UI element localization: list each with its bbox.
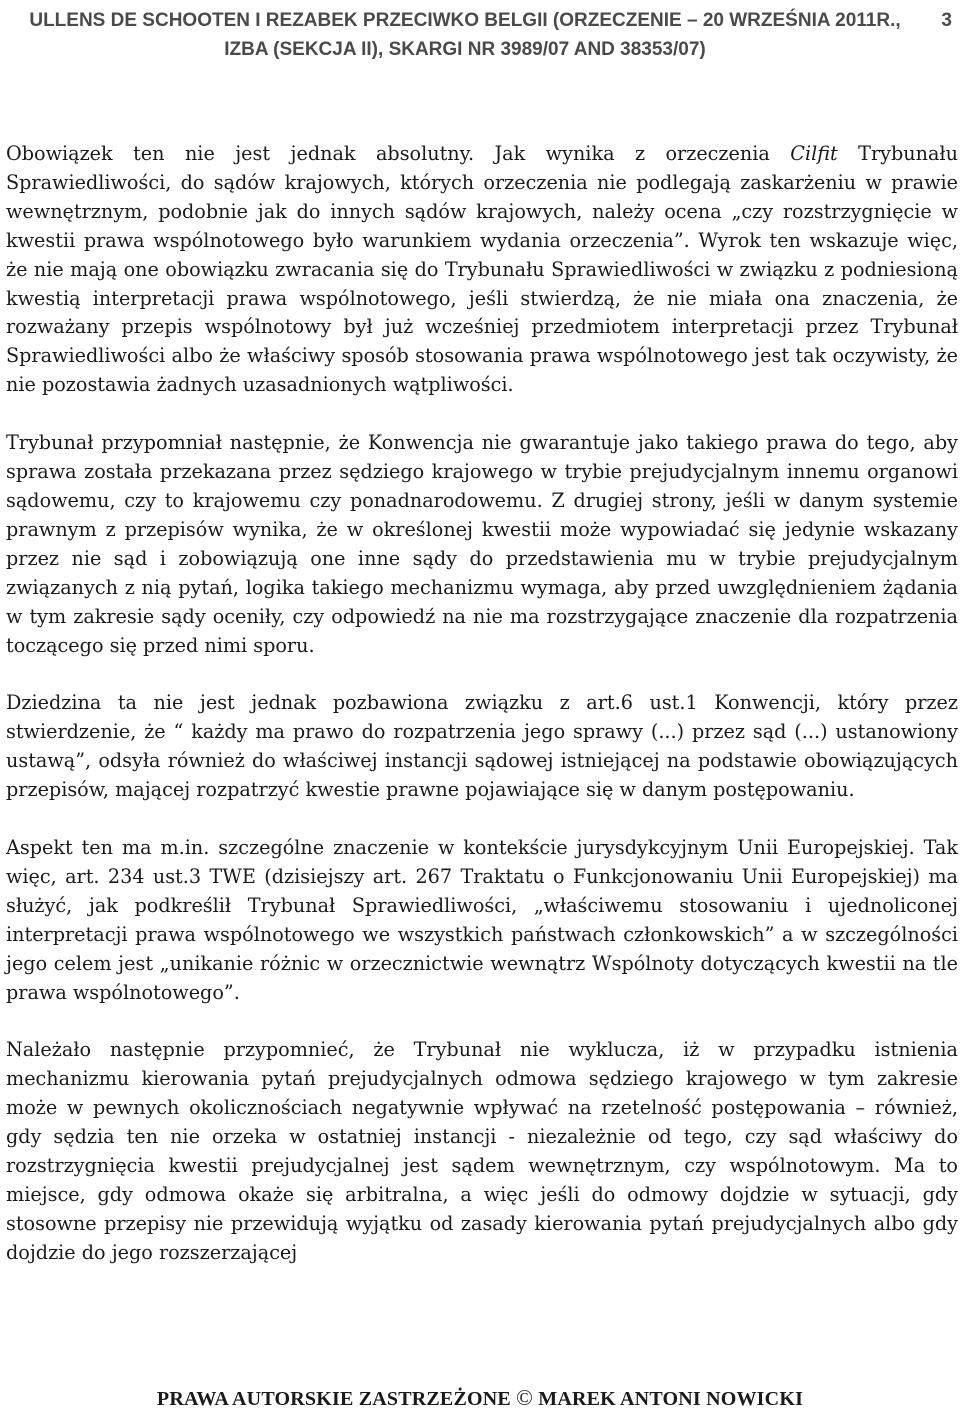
paragraph-5: Należało następnie przypomnieć, że Trybunał nie wyklucza, iż w przypadku istnienia mechanizmu kierowania pytań prejudycjalnych odmowa sędziego krajowego w tym zakresie może w pewnych okolicznościach negatywnie wpływać na rzetelność postępowania – również, gdy sędzia ten nie orzeka w ostatniej instancji - niezależnie od tego, czy sąd właściwy do rozstrzygnięcia kwestii prejudycjalnej jest sądem wewnętrznym, czy wspólnotowym. Ma to miejsce, gdy odmowa okaże się arbitralna, a więc jeśli do odmowy dojdzie w sytuacji, gdy stosowne przepisy nie przewidują wyjątku od zasady kierowania pytań prejudycjalnych albo gdy dojdzie do jego rozszerzającej <box>6 1038 958 1264</box>
page-number: 3 <box>941 10 952 31</box>
footer-author: MAREK ANTONI NOWICKI <box>538 1388 804 1410</box>
footer-rights-text: PRAWA AUTORSKIE ZASTRZEŻONE <box>156 1388 511 1410</box>
running-header <box>0 6 960 64</box>
paragraph-1 <box>6 140 958 400</box>
paragraph-3: Dziedzina ta nie jest jednak pozbawiona związku z art.6 ust.1 Konwencji, który przez stwierdzenie, że “ każdy ma prawo do rozpatrzenia jego sprawy (...) przez sąd (...) ustanowiony ustawą”, odsyła również do właściwej instancji sądowej istniejącej na podstawie obowiązujących przepisów, mającej rozpatrzyć kwestie prawne pojawiające się w danym postępowaniu. <box>6 691 958 802</box>
document-body <box>6 140 958 1297</box>
header-title-line-1: ULLENS DE SCHOOTEN I REZABEK PRZECIWKO BELGII (ORZECZENIE – 20 WRZEŚNIA 2011R., <box>29 10 901 31</box>
paragraph-4: Aspekt ten ma m.in. szczególne znaczenie w kontekście jurysdykcyjnym Unii Europejskiej. Tak więc, art. 234 ust.3 TWE (dzisiejszy art. 267 Traktatu o Funkcjonowaniu Unii Europejskiej) ma służyć, jak podkreślił Trybunał Sprawiedliwości, „właściwemu stosowaniu i ujednoliconej interpretacji prawa wspólnotowego we wszystkich państwach członkowskich” a w szczególności jego celem jest „unikanie różnic w orzecznictwie wewnątrz Wspólnoty dotyczących kwestii na tle prawa wspólnotowego”. <box>6 836 958 1004</box>
copyright-footer <box>0 1385 960 1411</box>
paragraph-1-text-a: Obowiązek ten nie jest jednak absolutny. Jak wynika z orzeczenia <box>6 142 791 165</box>
paragraph-1-text-b: Trybunału Sprawiedliwości, do sądów krajowych, których orzeczenia nie podlegają zaskarżeniu w prawie wewnętrznym, podobnie jak do innych sądów krajowych, należy ocena „czy rozstrzygnięcie w kwestii prawa wspólnotowego było warunkiem wydania orzeczenia”. Wyrok ten wskazuje więc, że nie mają one obowiązku zwracania się do Trybunału Sprawiedliwości w związku z podniesioną kwestią interpretacji prawa wspólnotowego, jeśli stwierdzą, że nie miała ona znaczenia, że rozważany przepis wspólnotowy był już wcześniej przedmiotem interpretacji przez Trybunał Sprawiedliwości albo że właściwy sposób stosowania prawa wspólnotowego jest tak oczywisty, że nie pozostawia żadnych uzasadnionych wątpliwości. <box>6 142 958 397</box>
paragraph-2: Trybunał przypomniał następnie, że Konwencja nie gwarantuje jako takiego prawa do tego, aby sprawa została przekazana przez sędziego krajowego w trybie prejudycjalnym innemu organowi sądowemu, czy to krajowemu czy ponadnarodowemu. Z drugiej strony, jeśli w danym systemie prawnym z przepisów wynika, że w określonej kwestii może wypowiadać się jedynie wskazany przez nie sąd i zobowiązują one inne sądy do przedstawienia mu w trybie prejudycjalnym związanych z nią pytań, logika takiego mechanizmu wymaga, aby przed uwzględnieniem żądania w tym zakresie sądy oceniły, czy odpowiedź na nie ma rozstrzygające znaczenie dla rozpatrzenia toczącego się przed nimi sporu. <box>6 431 958 657</box>
header-title-line-2: IZBA (SEKCJA II), SKARGI NR 3989/07 AND 38353/07) <box>224 39 706 60</box>
case-name-italic: Cilfit <box>790 142 838 165</box>
copyright-icon: © <box>516 1385 534 1410</box>
